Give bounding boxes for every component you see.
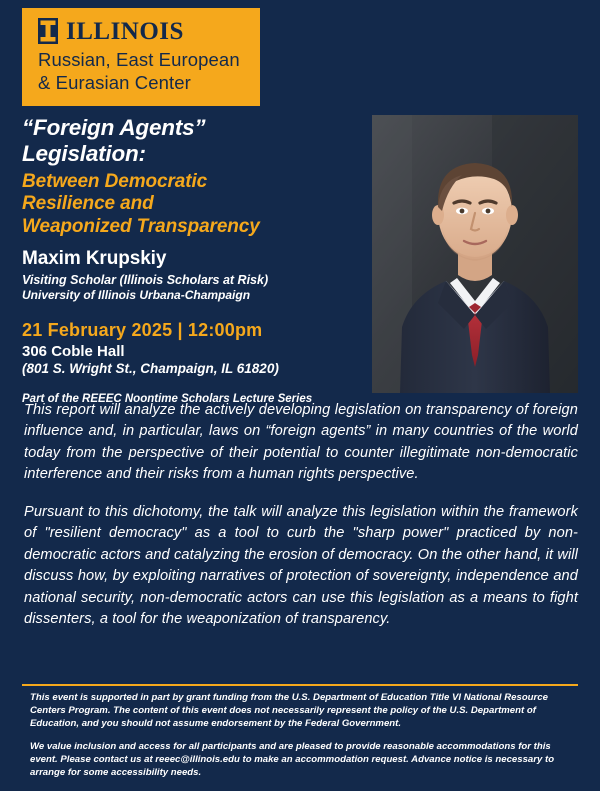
center-name <box>38 49 246 94</box>
event-subtitle-line1: Between Democratic <box>22 170 208 192</box>
title-block <box>22 115 352 405</box>
event-venue: 306 Coble Hall <box>22 342 125 360</box>
speaker-name: Maxim Krupskiy <box>22 248 167 270</box>
illinois-wordmark: ILLINOIS <box>66 17 184 45</box>
footer-divider <box>22 684 578 686</box>
event-title <box>22 115 352 168</box>
event-series: Part of the REEEC Noontime Scholars Lecture Series <box>22 392 313 405</box>
center-name-line1: Russian, East European <box>38 49 240 70</box>
logo-row <box>38 18 246 44</box>
illinois-block-i-icon <box>38 18 58 44</box>
accessibility-note: We value inclusion and access for all participants and are pleased to provide reasonable accommodations for this event. Please contact us at reeec@illinois.edu to make an accommodation request. Advance notice is necessary to arrange for some accessibility needs. <box>30 741 555 778</box>
speaker-role: Visiting Scholar (Illinois Scholars at Risk) <box>22 273 269 288</box>
abstract-paragraph-2: Pursuant to this dichotomy, the talk will analyze this legislation within the framework of "resilient democracy" as a tool to curb the "sharp power" practiced by non-democratic actors and catalyzing the erosion of democracy. On the other hand, it will discuss how, by exploiting narratives of protection of sovereignty, independence and national security, non-democratic actors can use this legislation as a means to fight dissenters, a tool for the weaponization of transparency. <box>24 503 578 627</box>
event-subtitle-line2: Resilience and <box>22 193 154 215</box>
illinois-logo-block <box>22 8 260 106</box>
center-name-line2: & Eurasian Center <box>38 71 191 93</box>
speaker-affiliation: University of Illinois Urbana-Champaign <box>22 288 251 303</box>
event-subtitle <box>22 171 352 239</box>
abstract-paragraph-1: This report will analyze the actively developing legislation on transparency of foreign influence and, in particular, laws on “foreign agents” in many countries of the world today from the perspective of their potential to counter illegitimate non-democratic interference and their risks from a human rights perspective. <box>24 402 578 483</box>
event-address: (801 S. Wright St., Champaign, IL 61820) <box>22 360 279 376</box>
event-title-line2: Legislation: <box>22 141 146 167</box>
speaker-portrait <box>372 115 578 393</box>
event-subtitle-line3: Weaponized Transparency <box>22 216 260 238</box>
abstract-block <box>24 400 578 646</box>
footer-block <box>30 692 570 791</box>
funding-note: This event is supported in part by grant funding from the U.S. Department of Education Title VI National Resource Centers Program. The content of this event does not necessarily represent the policy of the U.S. Department of Education, and you should not assume endorsement by the Federal Government. <box>30 692 548 729</box>
event-datetime: 21 February 2025 | 12:00pm <box>22 319 263 340</box>
event-title-line1: “Foreign Agents” <box>22 115 206 140</box>
